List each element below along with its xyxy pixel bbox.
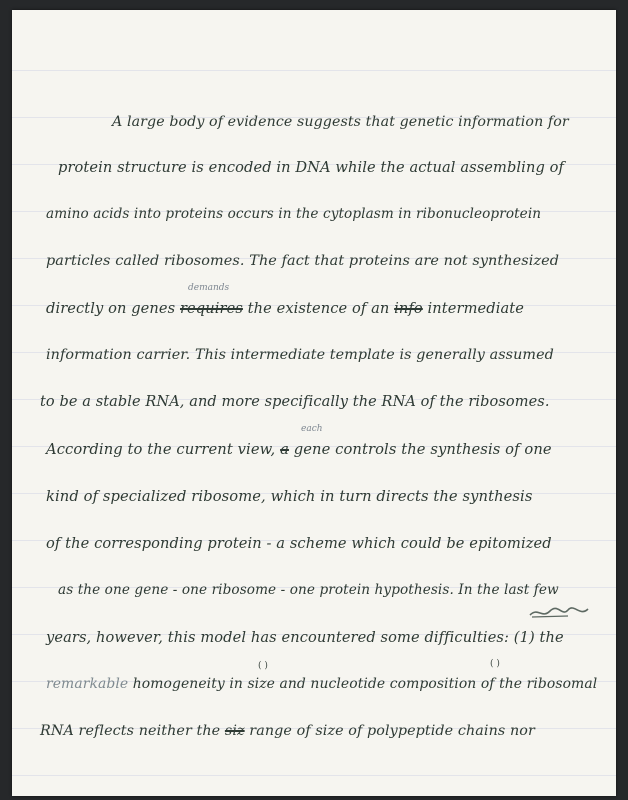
superscript-parens-mark: ( ) [258, 661, 268, 671]
line-5-text-b: the existence of an [242, 300, 395, 317]
insertion-demands: demands [188, 283, 230, 293]
struck-word-requires: requires [179, 300, 243, 317]
line-8-text-b: gene controls the synthesis of one [288, 441, 552, 458]
superscript-parens-mark: ( ) [490, 659, 500, 669]
manuscript-line-4: particles called ribosomes. The fact that proteins are not synthesized [46, 253, 560, 269]
struck-word-siz: siz [224, 723, 245, 739]
manuscript-line-11: as the one gene - one ribosome - one protein hypothesis. In the last few [58, 582, 559, 598]
manuscript-line-2: protein structure is encoded in DNA while the actual assembling of [58, 159, 565, 176]
ruled-line [12, 70, 616, 71]
struck-word-a: a [280, 441, 289, 458]
manuscript-line-1: A large body of evidence suggests that genetic information for [112, 114, 569, 130]
manuscript-line-13 [46, 676, 597, 692]
manuscript-line-7: to be a stable RNA, and more specifically the RNA of the ribosomes. [40, 394, 550, 410]
manuscript-line-8 [46, 441, 552, 458]
struck-word-info: info [394, 300, 423, 317]
manuscript-line-14 [40, 723, 535, 739]
manuscript-line-9: kind of specialized ribosome, which in turn directs the synthesis [46, 488, 533, 505]
line-14-text-a: RNA reflects neither the [40, 723, 225, 739]
line-14-text-b: range of size of polypeptide chains nor [244, 723, 535, 739]
scribble-mark [528, 605, 592, 621]
manuscript-line-10: of the corresponding protein - a scheme which could be epitomized [46, 535, 552, 552]
manuscript-line-12: years, however, this model has encountered some difficulties: (1) the [46, 629, 564, 646]
line-5-text-c: intermediate [422, 300, 524, 317]
line-13-text: homogeneity in size and nucleotide composition of the ribosomal [128, 676, 598, 692]
manuscript-line-5 [46, 300, 524, 317]
manuscript-line-3: amino acids into proteins occurs in the cytoplasm in ribonucleoprotein [46, 206, 542, 222]
line-5-text-a: directly on genes [46, 300, 180, 317]
manuscript-line-6: information carrier. This intermediate template is generally assumed [46, 347, 554, 363]
insertion-each: each [301, 424, 323, 434]
manuscript-page [12, 10, 616, 796]
faint-word-remarkable: remarkable [46, 676, 129, 692]
line-8-text-a: According to the current view, [46, 441, 281, 458]
ruled-line [12, 775, 616, 776]
